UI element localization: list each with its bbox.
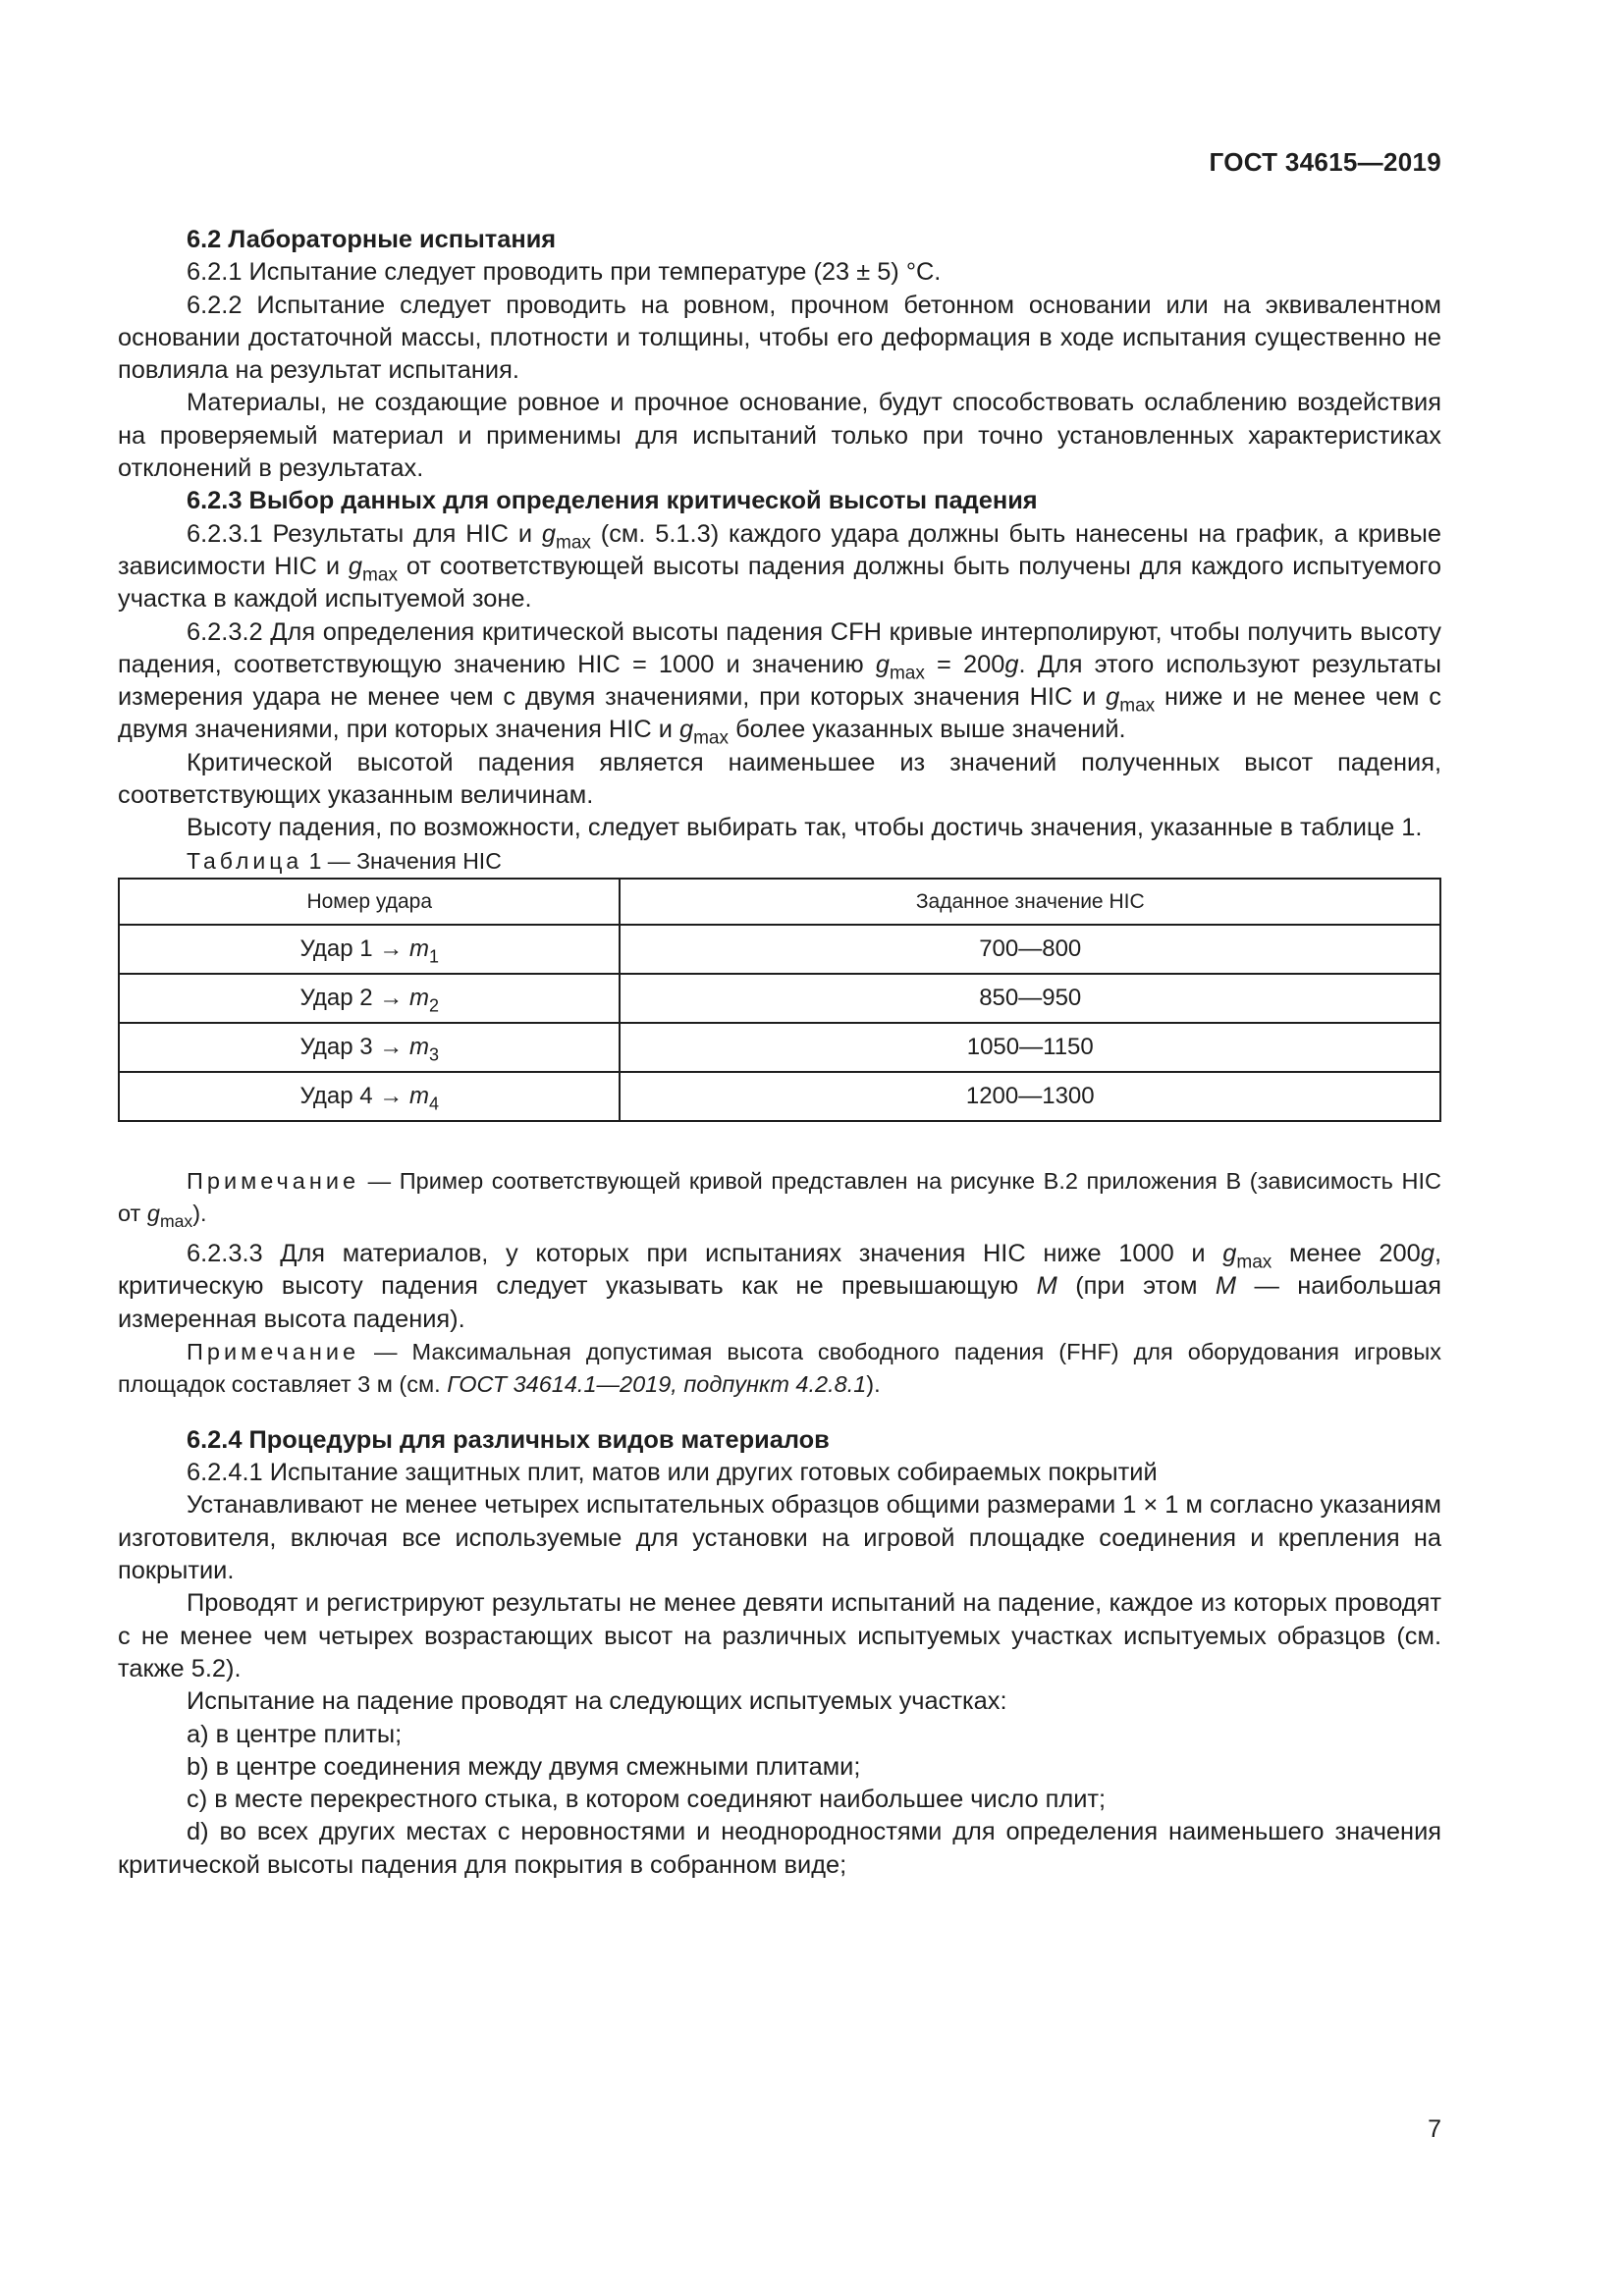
paragraph-6-2-4-1: 6.2.4.1 Испытание защитных плит, матов или других готовых собираемых покрытий xyxy=(187,1459,1158,1487)
page-number: 7 xyxy=(1428,2115,1441,2143)
list-item: а) в центре плиты; xyxy=(187,1720,403,1748)
section-title-6-2-3: 6.2.3 Выбор данных для определения критической высоты падения xyxy=(187,487,1038,515)
table-header-cell: Заданное значение HIC xyxy=(620,879,1440,925)
paragraph-test-sites: Испытание на падение проводят на следующих испытуемых участках: xyxy=(187,1687,1007,1716)
paragraph-critical-height: Критической высотой падения является наименьшее из значений полученных высот падения, соответствующих указанным величинам. xyxy=(118,748,1441,810)
list-item: b) в центре соединения между двумя смежными плитами; xyxy=(187,1752,861,1781)
table-cell: Удар $2 \to m_2$ xyxy=(119,974,620,1023)
table-cell: 1050—1150 xyxy=(620,1023,1440,1072)
page-content xyxy=(118,224,1441,1882)
list-item: d) во всех других местах с неровностями и неоднородностями для определения наименьшего значения критической высоты падения для покрытия в собранном виде; xyxy=(118,1818,1441,1879)
table-cell: 700—800 xyxy=(620,925,1440,974)
table-row xyxy=(119,1023,1440,1072)
hic-table xyxy=(118,878,1441,1122)
paragraph-6-2-3-3: 6.2.3.3 Для материалов, у которых при испытаниях значения HIC ниже 1000 и $g_{max}$ менее 200g, критическую высоту падения следует указывать как не превышающую M (при этом M — наибольшая измеренная высота падения). xyxy=(118,1239,1441,1333)
paragraph-materials: Материалы, не создающие ровное и прочное основание, будут способствовать ослаблению воздействия на проверяемый материал и применимы для испытаний только при точно установленных характеристиках отклонений в результатах. xyxy=(118,389,1441,483)
table-cell: Удар $1 \to m_1$ xyxy=(119,925,620,974)
table-cell: 850—950 xyxy=(620,974,1440,1023)
table-cell: Удар $3 \to m_3$ xyxy=(119,1023,620,1072)
note-1: Примечание — Пример соответствующей кривой представлен на рисунке В.2 приложения В (зависимость HIC от $g_{max}$). xyxy=(118,1167,1441,1232)
table-cell: 1200—1300 xyxy=(620,1072,1440,1121)
paragraph-drop-tests: Проводят и регистрируют результаты не менее девяти испытаний на падение, каждое из которых проводят с не менее чем четырех возрастающих высот на различных испытуемых участках испытуемых образцов (см. также 5.2). xyxy=(118,1589,1441,1682)
table-caption: Таблица 1 — Значения HIC xyxy=(187,847,502,874)
paragraph-height-choice: Высоту падения, по возможности, следует выбирать так, чтобы достичь значения, указанные в таблице 1. xyxy=(187,814,1423,842)
list-item: с) в месте перекрестного стыка, в котором соединяют наибольшее число плит; xyxy=(187,1786,1107,1814)
paragraph-6-2-3-1: 6.2.3.1 Результаты для HIC и $g_{max}$ (см. 5.1.3) каждого удара должны быть нанесены на график, а кривые зависимости HIC и $g_{max}$ от соответствующей высоты падения должны быть получены для каждого испытуемого участка в каждой испытуемой зоне. xyxy=(118,519,1442,614)
table-row xyxy=(119,974,1440,1023)
table-header-cell: Номер удара xyxy=(119,879,620,925)
paragraph-6-2-3-2: 6.2.3.2 Для определения критической высоты падения CFH кривые интерполируют, чтобы получить высоту падения, соответствующую значению HIC = 1000 и значению $g_{max} = 200g$. Для этого используют результаты измерения удара не менее чем с двумя значениями, при которых значения HIC и $g_{max}$ ниже и не менее чем с двумя значениями, при которых значения HIC и $g_{max}$ более указанных выше значений. xyxy=(118,617,1441,750)
section-title-6-2: 6.2 Лабораторные испытания xyxy=(187,226,557,253)
table-row xyxy=(119,1072,1440,1121)
table-row xyxy=(119,925,1440,974)
paragraph-6-2-1: 6.2.1 Испытание следует проводить при температуре (23 ± 5) °С. xyxy=(187,258,942,287)
section-title-6-2-4: 6.2.4 Процедуры для различных видов материалов xyxy=(187,1425,830,1454)
paragraph-6-2-2: 6.2.2 Испытание следует проводить на ровном, прочном бетонном основании или на эквивалентном основании достаточной массы, плотности и толщины, чтобы его деформация в ходе испытания существенно не повлияла на результат испытания. xyxy=(118,291,1441,385)
table-header-row xyxy=(119,879,1440,925)
paragraph-specimens: Устанавливают не менее четырех испытательных образцов общими размерами 1 × 1 м согласно указаниям изготовителя, включая все используемые для установки на игровой площадке соединения и крепления на покрытии. xyxy=(118,1491,1441,1585)
table-cell: Удар $4 \to m_4$ xyxy=(119,1072,620,1121)
document-header: ГОСТ 34615—2019 xyxy=(1209,147,1441,177)
note-2: Примечание — Максимальная допустимая высота свободного падения (FHF) для оборудования игровых площадок составляет 3 м (см. ГОСТ 34614.1—2019, подпункт 4.2.8.1). xyxy=(118,1338,1441,1397)
